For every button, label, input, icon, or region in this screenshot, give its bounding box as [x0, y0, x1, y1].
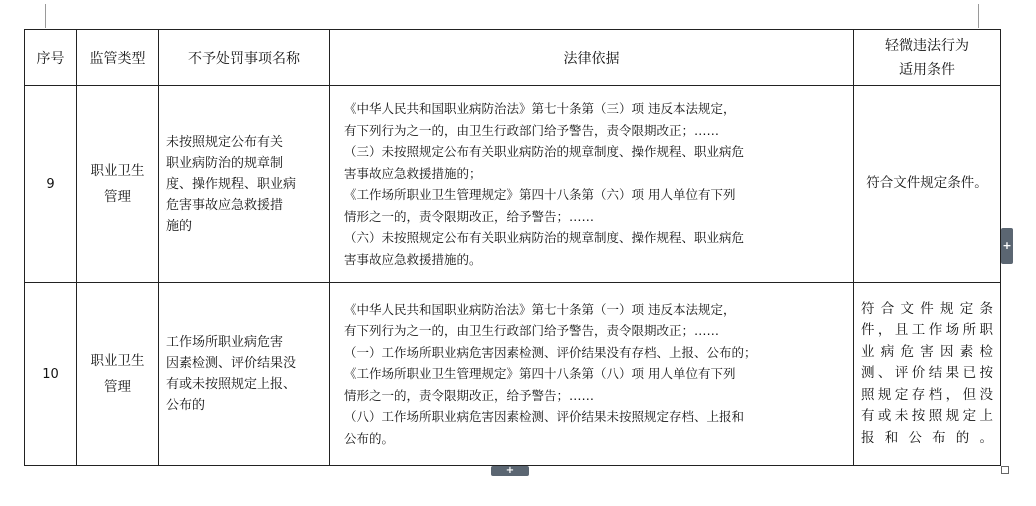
cell-line: 害事故应急救援措施的； [344, 165, 482, 181]
header-legal-basis: 法律依据 [330, 30, 854, 86]
cell-line: 有下列行为之一的，由卫生行政部门给予警告，责令限期改正；…… [344, 323, 720, 339]
row-serial: 9 [25, 86, 77, 283]
cell-line: 照规定存档，但没 [861, 386, 993, 403]
cell-line: 害事故应急救援措施的。 [344, 251, 482, 267]
row-legal-basis [330, 86, 854, 283]
cell-line: 有或未按照规定上报、 [166, 377, 297, 392]
cell-line: 《中华人民共和国职业病防治法》第七十条第（一）项 违反本法规定， [344, 301, 736, 317]
cell-line: 业病危害因素检 [861, 343, 993, 360]
row-item-name [159, 283, 330, 466]
cell-line: （六）未按照规定公布有关职业病防治的规章制度、操作规程、职业病危 [344, 230, 745, 245]
cell-line: 《工作场所职业卫生管理规定》第四十八条第（六）项 用人单位有下列 [344, 187, 736, 202]
crop-mark-top-left-v [45, 4, 46, 28]
cell-line: 《中华人民共和国职业病防治法》第七十条第（三）项 违反本法规定， [344, 101, 736, 116]
cell-line: 公布的。 [344, 430, 395, 446]
cell-line: （八）工作场所职业病危害因素检测、评价结果未按照规定存档、上报和 [344, 409, 745, 425]
row-legal-basis [330, 283, 854, 466]
cell-line: 施的 [166, 218, 193, 234]
cell-line: 报和公布的。 [861, 429, 993, 446]
cell-line: 《工作场所职业卫生管理规定》第四十八条第（八）项 用人单位有下列 [344, 366, 736, 382]
cell-line: 符合文件规定条件。 [866, 175, 988, 192]
cell-line: 情形之一的，责令限期改正，给予警告；…… [344, 387, 595, 403]
header-applicable-conditions [854, 30, 1001, 86]
cell-line: 情形之一的，责令限期改正，给予警告；…… [344, 208, 595, 224]
cell-line: 度、操作规程、职业病 [166, 176, 297, 192]
cell-line: 职业卫生 [90, 353, 145, 369]
add-column-handle[interactable]: + [1001, 228, 1013, 264]
row-applicable-conditions [854, 283, 1001, 466]
header-line: 适用条件 [899, 61, 955, 78]
row-supervision-type [77, 283, 159, 466]
table-row [25, 283, 1001, 466]
table-resize-handle[interactable] [1001, 466, 1009, 474]
cell-line: （三）未按照规定公布有关职业病防治的规章制度、操作规程、职业病危 [344, 144, 745, 159]
row-supervision-type [77, 86, 159, 283]
header-supervision-type: 监管类型 [77, 30, 159, 86]
header-serial: 序号 [25, 30, 77, 86]
cell-line: 工作场所职业病危害 [166, 335, 284, 350]
cell-line: 符合文件规定条 [861, 300, 993, 317]
cell-line: 职业卫生 [90, 163, 145, 179]
cell-line: 管理 [104, 189, 131, 205]
add-row-handle[interactable]: + [491, 466, 529, 476]
cell-line: 因素检测、评价结果没 [166, 356, 297, 371]
cell-line: 公布的 [166, 398, 206, 413]
cell-line: 未按照规定公布有关 [166, 134, 284, 150]
cell-line: （一）工作场所职业病危害因素检测、评价结果没有存档、上报、公布的； [344, 344, 757, 360]
header-line: 轻微违法行为 [885, 37, 969, 54]
table-row [25, 86, 1001, 283]
cell-line: 危害事故应急救援措 [166, 197, 284, 213]
row-item-name [159, 86, 330, 283]
cell-line: 有下列行为之一的，由卫生行政部门给予警告，责令限期改正；…… [344, 122, 720, 138]
penalty-exemption-table [24, 29, 1001, 466]
header-item-name: 不予处罚事项名称 [159, 30, 330, 86]
row-serial: 10 [25, 283, 77, 466]
cell-line: 有或未按照规定上 [861, 408, 993, 425]
crop-mark-top-right-v [978, 4, 979, 28]
cell-line: 职业病防治的规章制 [166, 155, 284, 171]
cell-line: 测、评价结果已按 [861, 365, 993, 382]
table-header-row [25, 30, 1001, 86]
cell-line: 管理 [104, 379, 131, 395]
cell-line: 件，且工作场所职 [861, 322, 993, 339]
row-applicable-conditions [854, 86, 1001, 283]
